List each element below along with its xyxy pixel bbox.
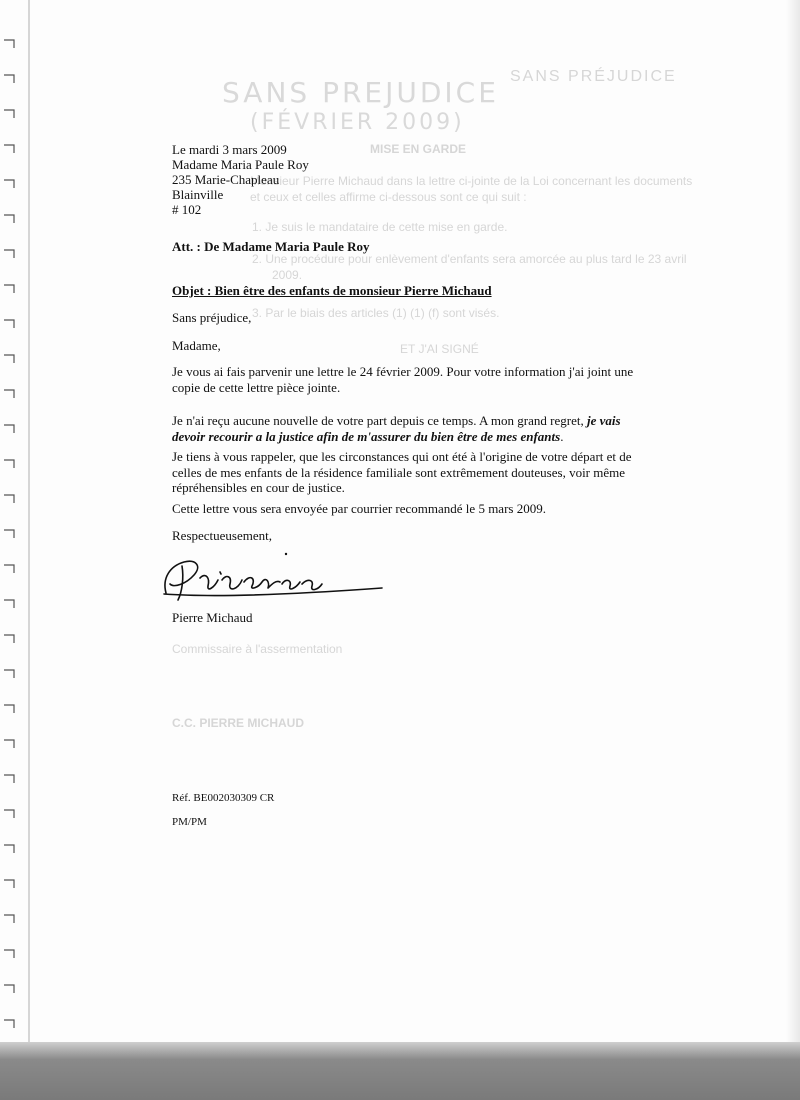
paragraph-1: Je vous ai fais parvenir une lettre le 24 février 2009. Pour votre information j'ai joint une copie de cette lettre pièce jointe. xyxy=(172,364,634,395)
bleed-line-7: ET J'AI SIGNÉ xyxy=(400,342,479,356)
bleed-stamp-line2: (FÉVRIER 2009) xyxy=(250,110,465,135)
bleed-stamp-right: SANS PRÉJUDICE xyxy=(510,68,677,85)
bleed-line-6: 3. Par le biais des articles (1) (1) (f) sont visés. xyxy=(252,306,500,320)
scan-bottom-shadow xyxy=(0,1042,800,1100)
initials: PM/PM xyxy=(172,816,207,828)
paragraph-2-start: Je n'ai reçu aucune nouvelle de votre part depuis ce temps. A mon grand regret, xyxy=(172,413,587,428)
recipient-name: Madame Maria Paule Roy xyxy=(172,157,309,172)
without-prejudice: Sans préjudice, xyxy=(172,310,252,325)
page-edge-shadow xyxy=(786,0,800,1045)
paragraph-2 xyxy=(172,413,642,444)
bleed-line-9: C.C. PIERRE MICHAUD xyxy=(172,716,305,730)
bleed-line-1: Monsieur Pierre Michaud dans la lettre ci-jointe de la Loi concernant les documents xyxy=(250,174,693,188)
bleed-stamp-line1: SANS PREJUDICE xyxy=(222,76,499,109)
binding-marks xyxy=(0,0,30,1045)
paragraph-3: Je tiens à vous rappeler, que les circonstances qui ont été à l'origine de votre départ et de celles de mes enfants de la résidence familiale sont extrêmement douteuses, voir même répréhensibles en cour de justice. xyxy=(172,449,632,495)
attention-line: Att. : De Madame Maria Paule Roy xyxy=(172,239,370,254)
bleed-line-3: 1. Je suis le mandataire de cette mise en garde. xyxy=(252,220,508,234)
bleed-line-5: 2009. xyxy=(272,268,303,282)
bleed-line-4: 2. Une procédure pour enlèvement d'enfants sera amorcée au plus tard le 23 avril xyxy=(252,252,687,266)
address-unit: # 102 xyxy=(172,202,202,217)
bleed-heading: MISE EN GARDE xyxy=(370,142,467,156)
bleed-line-2: et ceux et celles affirme ci-dessous sont ce qui suit : xyxy=(250,190,527,204)
subject-line: Objet : Bien être des enfants de monsieur Pierre Michaud xyxy=(172,283,492,298)
signer-name: Pierre Michaud xyxy=(172,610,253,625)
closing: Respectueusement, xyxy=(172,528,272,543)
reference-number: Réf. BE002030309 CR xyxy=(172,792,275,804)
paragraph-2-end: . xyxy=(560,428,564,444)
bleed-line-8: Commissaire à l'assermentation xyxy=(172,642,343,656)
address-city: Blainville xyxy=(172,187,224,202)
paragraph-2-emphasis: je vais devoir recourir a la justice afin de m'assurer du bien être de mes enfants xyxy=(172,413,621,444)
letter-date: Le mardi 3 mars 2009 xyxy=(172,142,287,157)
salutation: Madame, xyxy=(172,338,221,353)
handwritten-signature xyxy=(160,548,390,610)
address-street: 235 Marie-Chapleau xyxy=(172,172,280,187)
paragraph-4: Cette lettre vous sera envoyée par courrier recommandé le 5 mars 2009. xyxy=(172,501,546,516)
